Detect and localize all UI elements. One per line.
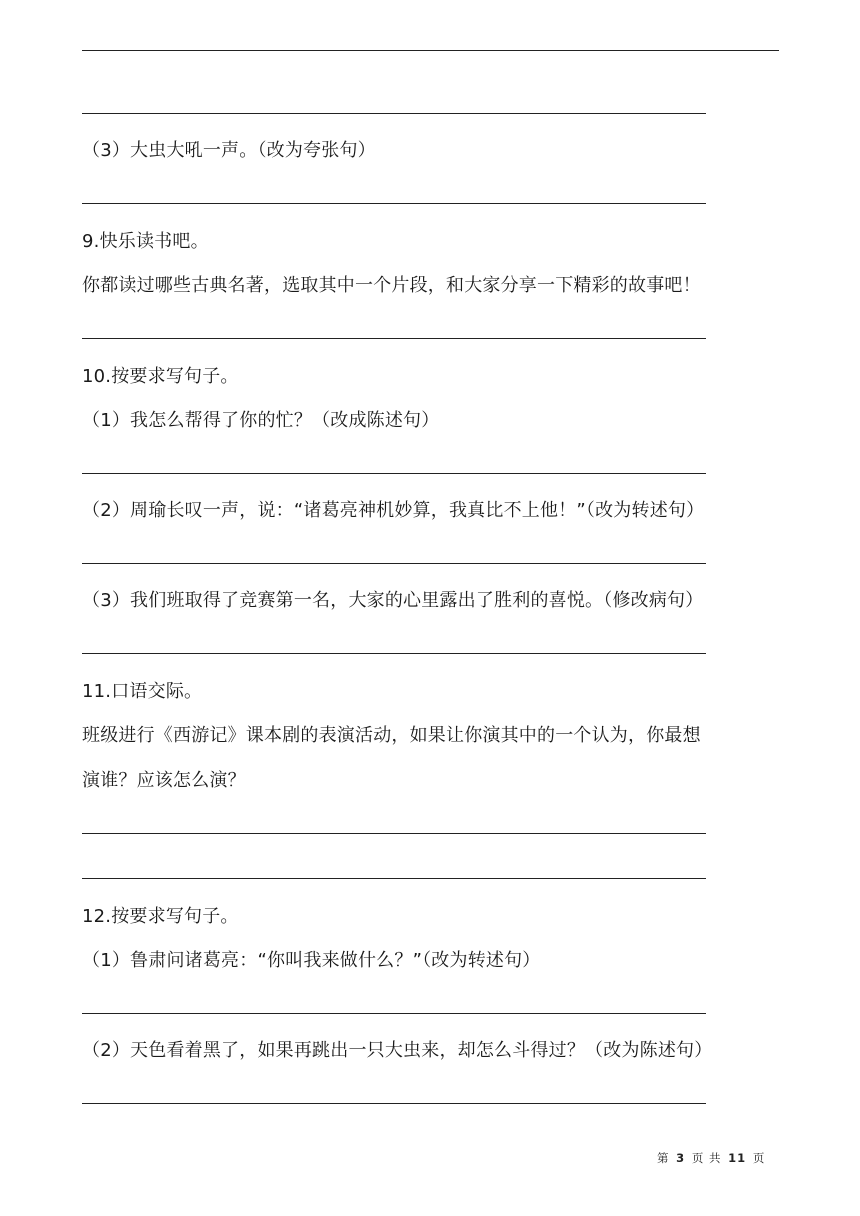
q10-2-text: （2）周瑜长叹一声，说：“诸葛亮神机妙算，我真比不上他！”（改为转述句）	[82, 500, 705, 521]
q9-title: 9.快乐读书吧。	[82, 231, 209, 252]
footer-middle: 页 共	[691, 1151, 722, 1165]
answer-line[interactable]	[82, 563, 706, 564]
top-rule	[82, 50, 779, 51]
answer-line[interactable]	[82, 653, 706, 654]
answer-line[interactable]	[82, 878, 706, 879]
footer-prefix: 第	[657, 1151, 670, 1165]
q12-1-text: （1）鲁肃问诸葛亮：“你叫我来做什么？”（改为转述句）	[82, 950, 541, 971]
page-footer	[657, 1150, 765, 1166]
q10-1-text: （1）我怎么帮得了你的忙？（改成陈述句）	[82, 410, 440, 431]
answer-line[interactable]	[82, 113, 706, 114]
answer-line[interactable]	[82, 833, 706, 834]
total-pages-number: 11	[728, 1151, 747, 1165]
q10-3-text: （3）我们班取得了竞赛第一名，大家的心里露出了胜利的喜悦。（修改病句）	[82, 590, 704, 611]
q8-3-text: （3）大虫大吼一声。（改为夸张句）	[82, 140, 376, 161]
footer-suffix: 页	[752, 1151, 766, 1165]
q9-prompt: 你都读过哪些古典名著，选取其中一个片段，和大家分享一下精彩的故事吧！	[82, 275, 701, 296]
q12-2-text: （2）天色看着黑了，如果再跳出一只大虫来，却怎么斗得过？（改为陈述句）	[82, 1040, 713, 1061]
answer-line[interactable]	[82, 338, 706, 339]
q12-title: 12.按要求写句子。	[82, 906, 239, 927]
answer-line[interactable]	[82, 473, 706, 474]
answer-line[interactable]	[82, 203, 706, 204]
current-page-number: 3	[676, 1151, 686, 1165]
q11-prompt-line1: 班级进行《西游记》课本剧的表演活动，如果让你演其中的一个认为，你最想	[82, 725, 701, 746]
answer-line[interactable]	[82, 1013, 706, 1014]
q11-prompt-line2: 演谁？应该怎么演？	[82, 770, 246, 791]
answer-line[interactable]	[82, 1103, 706, 1104]
q10-title: 10.按要求写句子。	[82, 366, 239, 387]
q11-title: 11.口语交际。	[82, 681, 203, 702]
